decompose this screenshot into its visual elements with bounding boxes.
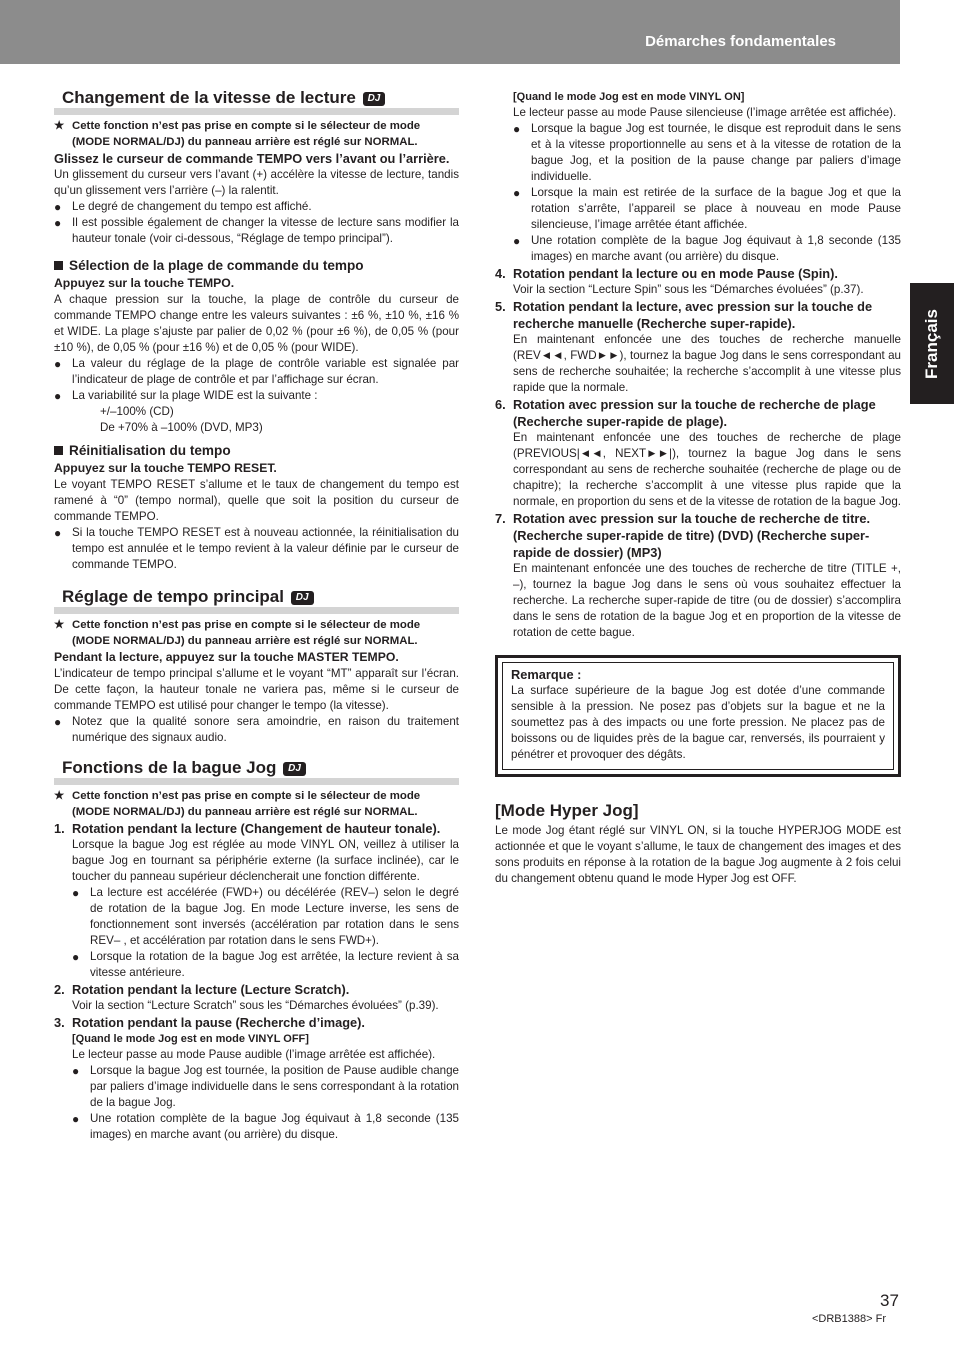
mode-label: [Quand le mode Jog est en mode VINYL OFF] (72, 1033, 309, 1045)
paragraph: Le lecteur passe au mode Pause silencieuse (l’image arrêtée est affichée). (513, 106, 897, 119)
bullet-icon: ● (513, 234, 521, 248)
instruction: Appuyez sur la touche TEMPO RESET. (54, 461, 277, 475)
bullet-item: ● Le degré de changement du tempo est affiché. (54, 200, 312, 214)
bullet-item: ● Lorsque la main est retirée de la surface de la bague Jog et que la rotation s’arrête, l’appareil se place à nouveau en mode Pause silencieuse, l’image arrêtée étant affichée. (513, 186, 901, 231)
bullet-icon: ● (72, 950, 80, 964)
bullet-icon: ● (54, 715, 62, 729)
page-number: 37 (880, 1291, 899, 1310)
instruction: Appuyez sur la touche TEMPO. (54, 276, 235, 290)
paragraph: Lorsque la bague Jog est réglée au mode VINYL ON, veillez à utiliser la bague Jog en tournant sa périphérie externe (la surface inclinée), car le toucher du panneau supérieur déclencherait une fonction différente. (72, 838, 459, 883)
numbered-item: 5. Rotation pendant la lecture, avec pression sur la touche de recherche manuelle (Recherche super-rapide). (495, 299, 873, 331)
dj-badge: DJ (291, 591, 314, 605)
paragraph: En maintenant enfoncée une des touches de recherche manuelle (REV◄◄, FWD►►), tournez la bague Jog dans le sens correspondant au sens de recherche souhaitée; la recherche s’accomplit à une vitesse plus rapide que la normale. (513, 333, 901, 394)
numbered-item: 7. Rotation avec pression sur la touche de recherche de titre. (Recherche super-rapide de titre) (DVD) (Recherche super-rapide de dossier) (MP3) (495, 511, 871, 560)
star-icon: ★ (54, 120, 65, 132)
section-title-master-tempo: Réglage de tempo principal DJ (54, 587, 459, 614)
star-note: ★ Cette fonction n’est pas prise en compte si le sélecteur de mode (MODE NORMAL/DJ) du panneau arrière est réglé sur NORMAL. (54, 119, 459, 150)
bullet-icon: ● (513, 122, 521, 136)
bullet-item: ● Il est possible également de changer la vitesse de lecture sans modifier la hauteur tonale (voir ci-dessous, “Réglage de tempo principal”). (54, 216, 459, 245)
star-note: ★ Cette fonction n’est pas prise en compte si le sélecteur de mode (MODE NORMAL/DJ) du panneau arrière est réglé sur NORMAL. (54, 618, 459, 649)
bullet-icon: ● (54, 216, 62, 230)
document-code: <DRB1388> Fr (812, 1313, 886, 1325)
left-column (54, 88, 459, 1143)
page-header (0, 0, 900, 64)
star-note: ★ Cette fonction n’est pas prise en compte si le sélecteur de mode (MODE NORMAL/DJ) du panneau arrière est réglé sur NORMAL. (54, 789, 459, 820)
bullet-icon: ● (72, 886, 80, 900)
bullet-icon: ● (54, 526, 62, 540)
numbered-item: 6. Rotation avec pression sur la touche de recherche de plage (Recherche super-rapide de plage). (495, 397, 876, 429)
bullet-item: ● La lecture est accélérée (FWD+) ou décélérée (REV–) selon le degré de rotation de la bague Jog. En mode Lecture inverse, les sens de fonctionnement sont inversés (accélération par rotation dans le sens REV– , et accélération par rotation dans le sens FWD+). (72, 886, 459, 947)
numbered-item: 2. Rotation pendant la lecture (Lecture Scratch). (54, 982, 350, 997)
paragraph: Le lecteur passe au mode Pause audible (l’image arrêtée est affichée). (72, 1048, 436, 1061)
star-icon: ★ (54, 619, 65, 631)
remark-title: Remarque : (511, 667, 582, 682)
paragraph: Le mode Jog étant réglé sur VINYL ON, si la touche HYPERJOG MODE est actionnée et que le voyant s’allume, le taux de changement des images et des sons produits en réponse à la rotation de la bague Jog augmente à 2 fois celui du changement obtenu quand le mode Hyper Jog est OFF. (495, 824, 901, 885)
bullet-icon: ● (54, 357, 62, 371)
numbered-item: 1. Rotation pendant la lecture (Changement de hauteur tonale). (54, 821, 441, 836)
section-title-speed: Changement de la vitesse de lecture DJ (54, 88, 459, 115)
right-column (495, 89, 901, 887)
numbered-item: 3. Rotation pendant la pause (Recherche d’image). (54, 1015, 365, 1030)
range-value: +/–100% (CD) (100, 405, 174, 418)
bullet-item: ● Lorsque la rotation de la bague Jog est arrêtée, la lecture revient à sa vitesse antérieure. (72, 950, 459, 979)
dj-badge: DJ (283, 762, 306, 776)
paragraph: En maintenant enfoncée une des touches de recherche de plage (PREVIOUS|◄◄, NEXT►►|), tournez la bague Jog dans le sens correspondant au sens de recherche souhaitée (recherche de plage ou de chapitre); la recherche s’accomplit à une vitesse plus rapide que la normale, en proportion du sens et de la vitesse de rotation de la bague Jog. (513, 431, 901, 508)
paragraph: Le voyant TEMPO RESET s’allume et le taux de changement du tempo est ramené à “0” (tempo normal), quelle que soit la position du curseur de commande TEMPO. (54, 478, 459, 523)
section-title-hyper-jog: [Mode Hyper Jog] (495, 801, 639, 820)
bullet-item: ● La valeur du réglage de la plage de contrôle variable est signalée par l’indicateur de plage de contrôle et par l’affichage sur écran. (54, 357, 459, 386)
dj-badge: DJ (363, 92, 386, 106)
subsection-title: Sélection de la plage de commande du tempo (54, 257, 459, 275)
header-title: Démarches fondamentales (645, 33, 836, 50)
bullet-item: ● Lorsque la bague Jog est tournée, la position de Pause audible change par paliers d’image individuelle dans le sens correspondant à la rotation de la bague Jog. (72, 1064, 459, 1109)
numbered-item: 4. Rotation pendant la lecture ou en mode Pause (Spin). (495, 266, 838, 281)
mode-label: [Quand le mode Jog est en mode VINYL ON] (513, 91, 745, 103)
bullet-item: ● Notez que la qualité sonore sera amoindrie, en raison du traitement numérique des signaux audio. (54, 715, 459, 744)
remark-box (495, 655, 901, 777)
paragraph: Voir la section “Lecture Spin” sous les “Démarches évoluées” (p.37). (513, 283, 864, 296)
bullet-item: ● Si la touche TEMPO RESET est à nouveau actionnée, la réinitialisation du tempo est annulée et le tempo revient à la valeur définie par le curseur de commande TEMPO. (54, 526, 459, 571)
bullet-item: ● Lorsque la bague Jog est tournée, le disque est reproduit dans le sens et à la vitesse proportionnelle au sens et à la vitesse de rotation de la bague Jog, et la position de la pause change par paliers d’image individuelle. (513, 122, 901, 183)
paragraph: En maintenant enfoncée une des touches de recherche de titre (TITLE +, –), tournez la bague Jog dans le sens où vous souhaitez effectuer la recherche. La recherche super-rapide de titre (ou de dossier) s’accomplira dans le sens de rotation de la bague Jog et en proportion de la vitesse de rotation de cette bague. (513, 562, 901, 639)
bullet-icon: ● (72, 1064, 80, 1078)
language-tab (910, 283, 954, 404)
instruction: Pendant la lecture, appuyez sur la touche MASTER TEMPO. (54, 650, 399, 664)
bullet-icon: ● (54, 200, 62, 214)
language-tab-label: Français (922, 308, 941, 379)
bullet-icon: ● (54, 389, 62, 403)
paragraph: Voir la section “Lecture Scratch” sous les “Démarches évoluées” (p.39). (72, 999, 439, 1012)
paragraph: Un glissement du curseur vers l’avant (+) accélère la vitesse de lecture, tandis qu’un glissement vers l’arrière (–) la ralentit. (54, 168, 459, 197)
bullet-item: ● La variabilité sur la plage WIDE est la suivante : (54, 389, 318, 403)
bullet-icon: ● (513, 186, 521, 200)
paragraph: A chaque pression sur la touche, la plage de contrôle du curseur de commande TEMPO change entre les valeurs suivantes : ±6 %, ±10 %, ±16 % et WIDE. La plage s’ajuste par palier de 0,02 % (pour ±6 %), de 0,05 % (pour ±10 %), de 0,05 % (pour ±16 %) et de 0,05 % (pour WIDE). (54, 293, 459, 354)
bullet-item: ● Une rotation complète de la bague Jog équivaut à 1,8 seconde (135 images) en marche avant (ou arrière) du disque. (513, 234, 901, 263)
subsection-title: Réinitialisation du tempo (54, 442, 459, 460)
star-icon: ★ (54, 790, 65, 802)
square-bullet-icon (54, 446, 63, 455)
range-value: De +70% à –100% (DVD, MP3) (100, 421, 263, 434)
square-bullet-icon (54, 261, 63, 270)
instruction: Glissez le curseur de commande TEMPO vers l’avant ou l’arrière. (54, 151, 450, 166)
paragraph: L’indicateur de tempo principal s’allume et le voyant “MT” apparaît sur l’écran. De cette façon, la hauteur tonale ne variera pas, même si le curseur de commande TEMPO est utilisé pour changer le tempo (la vitesse). (54, 667, 459, 712)
remark-body: La surface supérieure de la bague Jog est dotée d’une commande sensible à la pression. Ne posez pas d’objets sur la bague et ne la soumettez pas à des impacts ou une forte pression. Ne placez pas de boissons ou de liquides près de la bague car, renversés, ils pourraient y pénétrer et provoquer des dégâts. (511, 684, 885, 761)
section-title-jog: Fonctions de la bague Jog DJ (54, 758, 459, 785)
bullet-item: ● Une rotation complète de la bague Jog équivaut à 1,8 seconde (135 images) en marche avant (ou arrière) du disque. (72, 1112, 459, 1141)
bullet-icon: ● (72, 1112, 80, 1126)
